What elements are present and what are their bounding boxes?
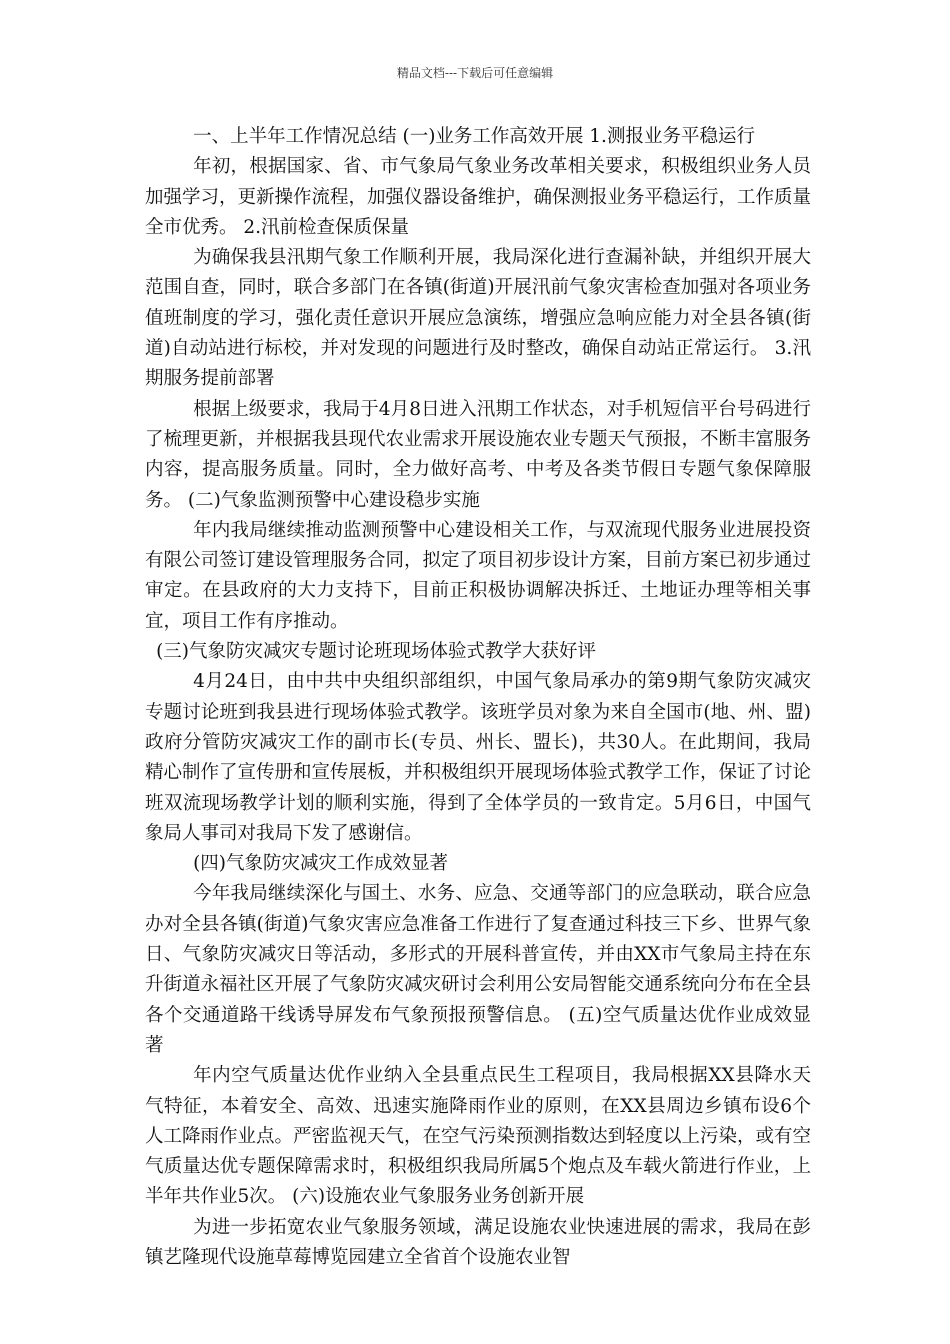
- paragraph-disaster-heading: (四)气象防灾减灾工作成效显著: [193, 853, 449, 875]
- paragraph-agriculture-service: 为进一步拓宽农业气象服务领域，满足设施农业快速进展的需求，我局在彭镇艺隆现代设施草莓博览园建立全省首个设施农业智: [145, 1216, 811, 1268]
- paragraph-flood-inspection: 为确保我县汛期气象工作顺利开展，我局深化进行查漏补缺，并组织开展大范围自查，同时，联合多部门在各镇(街道)开展汛前气象灾害检查加强对各项业务值班制度的学习，强化责任意识开展应急演练，增强应急响应能力对全县各镇(街道)自动站进行标校，并对发现的问题进行及时整改，确保自动站正常运行。 3.汛期服务提前部署: [145, 247, 811, 390]
- paragraph-disaster-linkage: 今年我局继续深化与国土、水务、应急、交通等部门的应急联动，联合应急办对全县各镇(街道)气象灾害应急准备工作进行了复查通过科技三下乡、世界气象日、气象防灾减灾日等活动，多形式的开展科普宣传，并由XX市气象局主持在东升街道永福社区开展了气象防灾减灾研讨会利用公安局智能交通系统向分布在全县各个交通道路干线诱导屏发布气象预报预警信息。 (五)空气质量达优作业成效显著: [145, 883, 812, 1056]
- paragraph-flood-service: 根据上级要求，我局于4月8日进入汛期工作状态，对手机短信平台号码进行了梳理更新，并根据我县现代农业需求开展设施农业专题天气预报，不断丰富服务内容，提高服务质量。同时，全力做好高考、中考及各类节假日专题气象保障服务。 (二)气象监测预警中心建设稳步实施: [145, 398, 812, 511]
- paragraph-testing-business: 年初，根据国家、省、市气象局气象业务改革相关要求，积极组织业务人员加强学习，更新操作流程，加强仪器设备维护，确保测报业务平稳运行，工作质量全市优秀。 2.汛前检查保质保量: [145, 156, 812, 238]
- paragraph-training-heading: (三)气象防灾减灾专题讨论班现场体验式教学大获好评: [156, 641, 597, 663]
- document-body: [145, 122, 811, 1273]
- paragraph-monitoring-center: 年内我局继续推动监测预警中心建设相关工作，与双流现代服务业进展投资有限公司签订建设管理服务合同，拟定了项目初步设计方案，目前方案已初步通过审定。在县政府的大力支持下，目前正积极协调解决拆迁、土地证办理等相关事宜，项目工作有序推动。: [145, 519, 812, 632]
- paragraph-training-class: 4月24日，由中共中央组织部组织，中国气象局承办的第9期气象防灾减灾专题讨论班到我县进行现场体验式教学。该班学员对象为来自全国市(地、州、盟)政府分管防灾减灾工作的副市长(专员、州长、盟长)，共30人。在此期间，我局精心制作了宣传册和宣传展板，并积极组织开展现场体验式教学工作，保证了讨论班双流现场教学计划的顺利实施，得到了全体学员的一致肯定。5月6日，中国气象局人事司对我局下发了感谢信。: [145, 671, 812, 844]
- paragraph-air-quality: 年内空气质量达优作业纳入全县重点民生工程项目，我局根据XX县降水天气特征，本着安全、高效、迅速实施降雨作业的原则，在XX县周边乡镇布设6个人工降雨作业点。严密监视天气，在空气污染预测指数达到轻度以上污染，或有空气质量达优专题保障需求时，积极组织我局所属5个炮点及车载火箭进行作业，上半年共作业5次。 (六)设施农业气象服务业务创新开展: [145, 1065, 812, 1208]
- paragraph-section-1-heading: 一、上半年工作情况总结 (一)业务工作高效开展 1.测报业务平稳运行: [193, 126, 755, 147]
- page-header: 精品文档---下载后可任意编辑: [396, 66, 554, 80]
